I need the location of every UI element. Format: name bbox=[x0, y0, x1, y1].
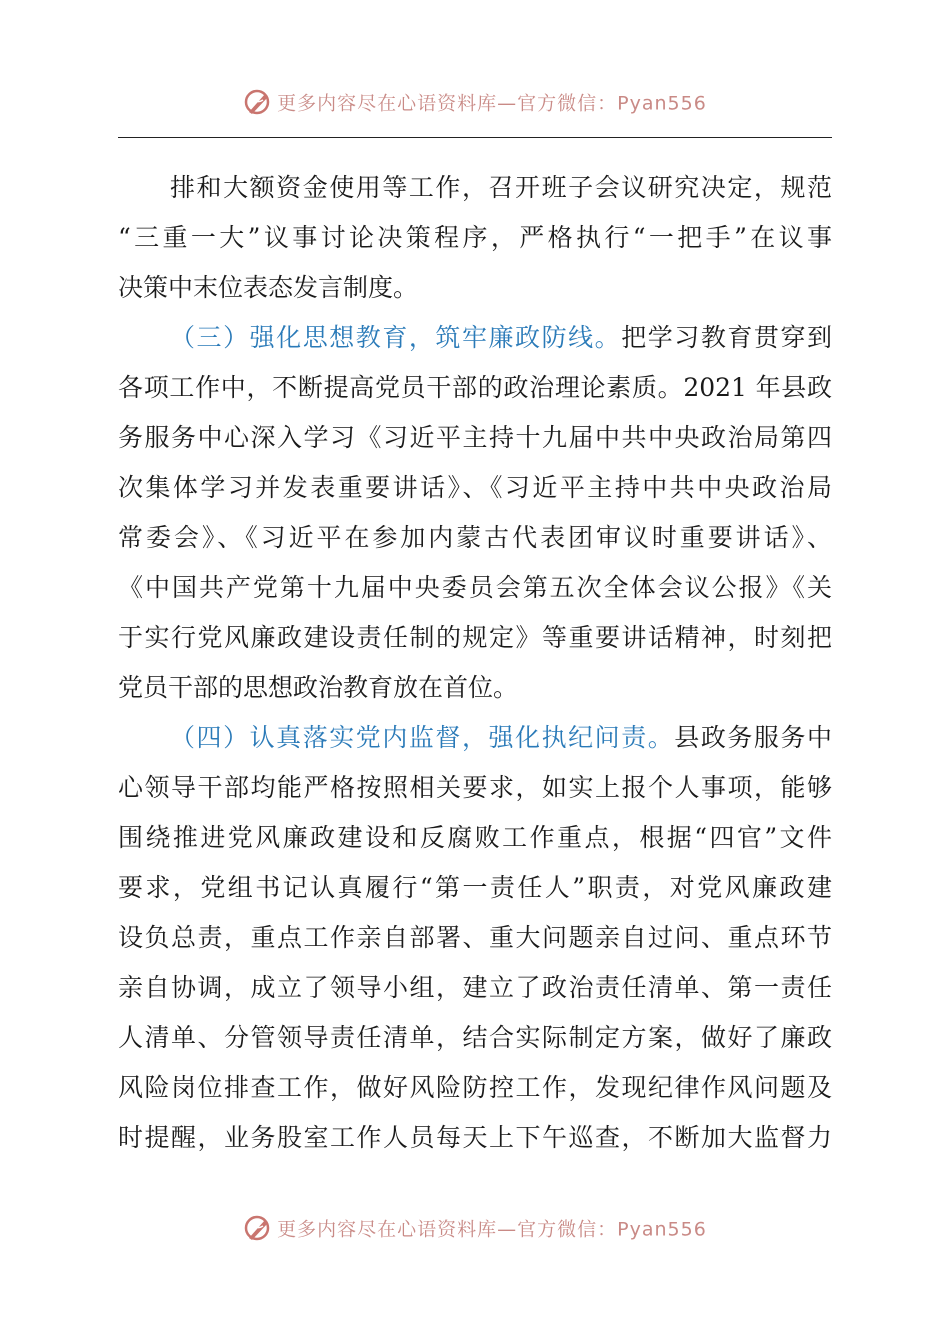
header-watermark bbox=[0, 88, 950, 116]
paragraph-3 bbox=[118, 713, 832, 1163]
text-line: 务服务中心深入学习《习近平主持十九届中共中央政治局第四 bbox=[118, 423, 832, 452]
text-line bbox=[118, 713, 832, 763]
section-heading-4: （四）认真落实党内监督，强化执纪问责。 bbox=[170, 723, 675, 752]
text-run: 县政务服务中 bbox=[674, 723, 832, 752]
text-line: 时提醒，业务股室工作人员每天上下午巡查，不断加大监督力 bbox=[118, 1123, 832, 1152]
document-body bbox=[118, 163, 832, 1163]
text-line: 排和大额资金使用等工作，召开班子会议研究决定，规范 bbox=[170, 173, 832, 202]
text-line: 各项工作中，不断提高党员干部的政治理论素质。2021 年县政 bbox=[118, 373, 832, 402]
pen-logo-icon bbox=[243, 88, 273, 116]
footer-watermark bbox=[0, 1214, 950, 1242]
text-line: 党员干部的思想政治教育放在首位。 bbox=[118, 673, 519, 702]
text-run: 把学习教育贯穿到 bbox=[621, 323, 832, 352]
paragraph-2 bbox=[118, 313, 832, 713]
section-heading-3: （三）强化思想教育，筑牢廉政防线。 bbox=[170, 323, 622, 352]
text-line: 《中国共产党第十九届中央委员会第五次全体会议公报》《关 bbox=[118, 573, 832, 602]
text-line: 决策中末位表态发言制度。 bbox=[118, 273, 419, 302]
pen-logo-icon bbox=[243, 1214, 273, 1242]
header-divider bbox=[118, 137, 832, 138]
text-line: 要求，党组书记认真履行“第一责任人”职责，对党风廉政建 bbox=[118, 873, 832, 902]
text-line: 人清单、分管领导责任清单，结合实际制定方案，做好了廉政 bbox=[118, 1023, 832, 1052]
paragraph-1 bbox=[118, 163, 832, 313]
watermark-text: 更多内容尽在心语资料库—官方微信：Pyan556 bbox=[277, 1218, 707, 1241]
text-line: 设负总责，重点工作亲自部署、重大问题亲自过问、重点环节 bbox=[118, 923, 832, 952]
watermark-text: 更多内容尽在心语资料库—官方微信：Pyan556 bbox=[277, 92, 707, 115]
text-line: 心领导干部均能严格按照相关要求，如实上报个人事项，能够 bbox=[118, 773, 832, 802]
text-line bbox=[118, 313, 832, 363]
text-line: 次集体学习并发表重要讲话》、《习近平主持中共中央政治局 bbox=[118, 473, 832, 502]
text-line: 于实行党风廉政建设责任制的规定》等重要讲话精神，时刻把 bbox=[118, 623, 832, 652]
text-line: 亲自协调，成立了领导小组，建立了政治责任清单、第一责任 bbox=[118, 973, 832, 1002]
text-line: 风险岗位排查工作，做好风险防控工作，发现纪律作风问题及 bbox=[118, 1073, 832, 1102]
text-line: 围绕推进党风廉政建设和反腐败工作重点，根据“四官”文件 bbox=[118, 823, 832, 852]
text-line: “三重一大”议事讨论决策程序，严格执行“一把手”在议事 bbox=[118, 223, 832, 252]
text-line: 常委会》、《习近平在参加内蒙古代表团审议时重要讲话》、 bbox=[118, 523, 832, 552]
